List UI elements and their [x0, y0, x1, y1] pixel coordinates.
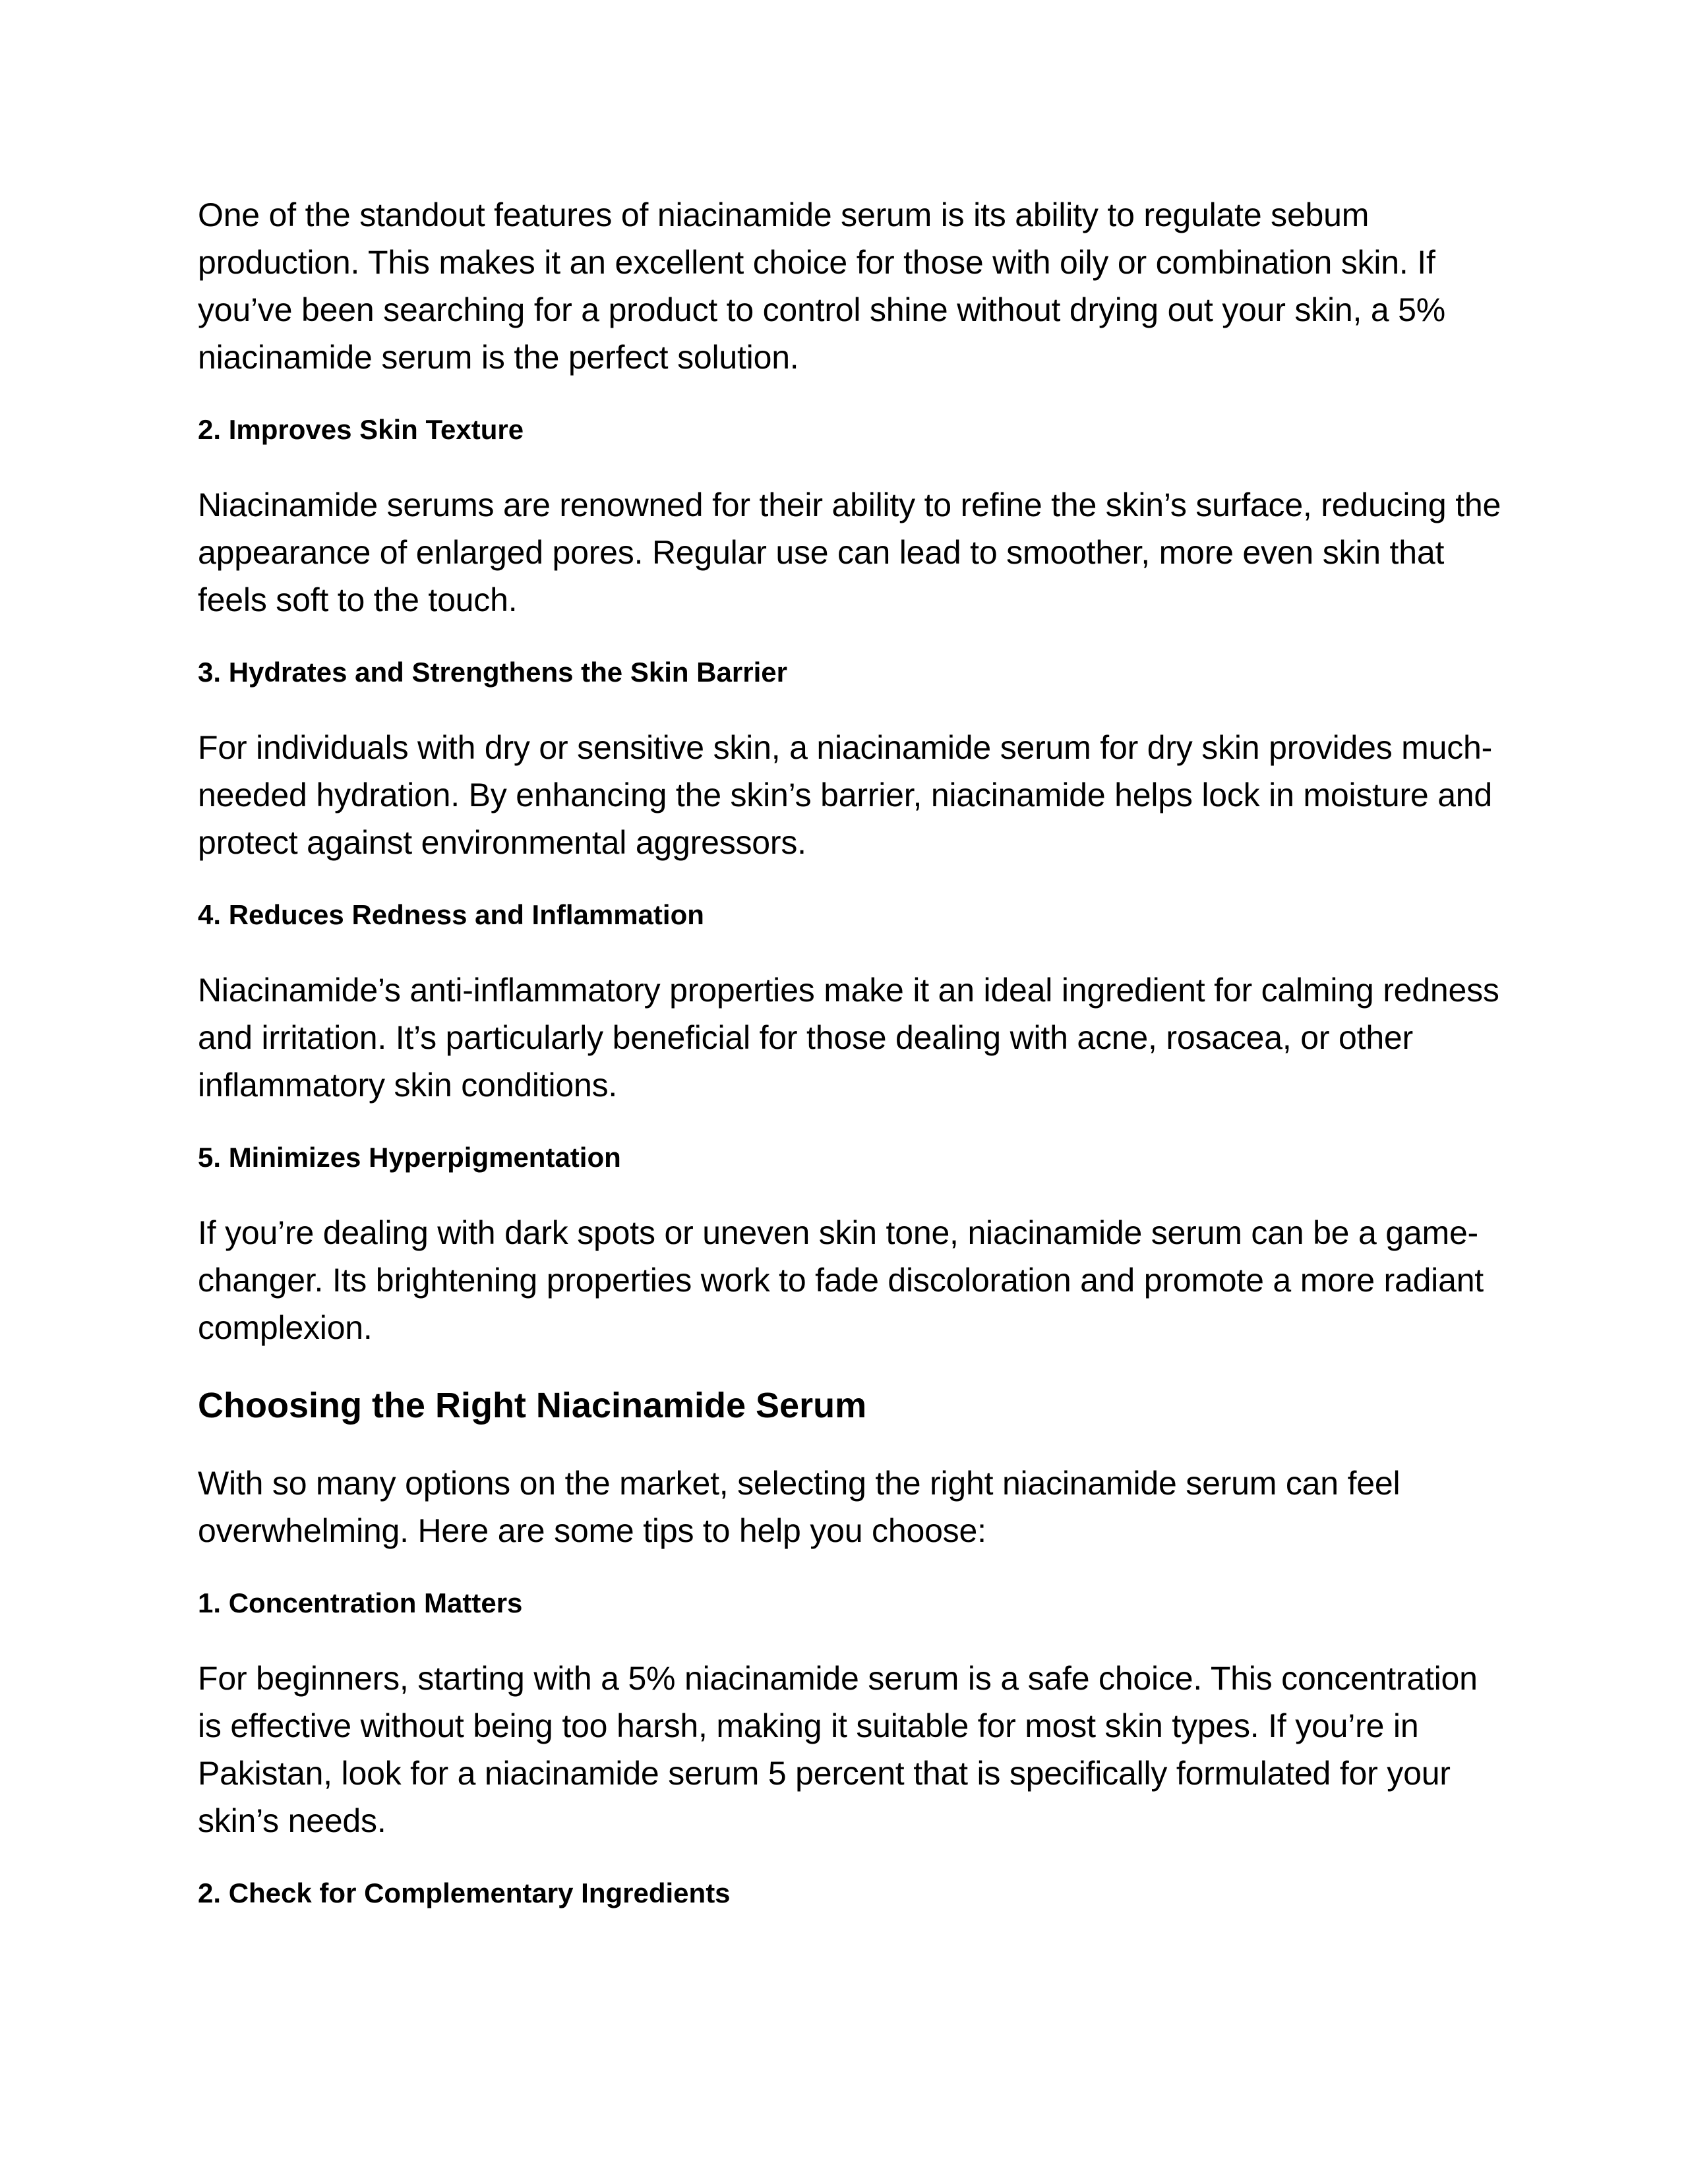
subheading-improves-skin-texture: 2. Improves Skin Texture — [198, 414, 524, 445]
section-heading-choosing-serum: Choosing the Right Niacinamide Serum — [198, 1386, 867, 1425]
paragraph-hyperpigmentation: If you’re dealing with dark spots or uneven skin tone, niacinamide serum can be a game-changer. Its brightening properties work to fade discoloration and promote a more radiant complexion. — [198, 1214, 1484, 1346]
paragraph-choosing-intro: With so many options on the market, selecting the right niacinamide serum can feel overwhelming. Here are some tips to help you choose: — [198, 1465, 1401, 1549]
paragraph-sebum-regulation: One of the standout features of niacinamide serum is its ability to regulate sebum production. This makes it an excellent choice for those with oily or combination skin. If you’ve been searching for a product to control shine without drying out your skin, a 5% niacinamide serum is the perfect solution. — [198, 196, 1446, 376]
subheading-concentration-matters: 1. Concentration Matters — [198, 1587, 523, 1618]
paragraph-concentration: For beginners, starting with a 5% niacinamide serum is a safe choice. This concentration is effective without being too harsh, making it suitable for most skin types. If you’re in Pakistan, look for a niacinamide serum 5 percent that is specifically formulated for your skin’s needs. — [198, 1660, 1478, 1839]
subheading-hydrates-skin-barrier: 3. Hydrates and Strengthens the Skin Barrier — [198, 657, 787, 688]
subheading-complementary-ingredients: 2. Check for Complementary Ingredients — [198, 1877, 731, 1908]
subheading-minimizes-hyperpigmentation: 5. Minimizes Hyperpigmentation — [198, 1142, 621, 1173]
subheading-reduces-redness: 4. Reduces Redness and Inflammation — [198, 899, 704, 930]
paragraph-redness: Niacinamide’s anti-inflammatory properties make it an ideal ingredient for calming redness and irritation. It’s particularly beneficial for those dealing with acne, rosacea, or other inflammatory skin conditions. — [198, 972, 1499, 1104]
document-page — [198, 191, 1510, 1945]
paragraph-hydration: For individuals with dry or sensitive skin, a niacinamide serum for dry skin provides much-needed hydration. By enhancing the skin’s barrier, niacinamide helps lock in moisture and protect against environmental aggressors. — [198, 729, 1493, 861]
paragraph-skin-texture: Niacinamide serums are renowned for their ability to refine the skin’s surface, reducing the appearance of enlarged pores. Regular use can lead to smoother, more even skin that feels soft to the touch. — [198, 487, 1501, 618]
